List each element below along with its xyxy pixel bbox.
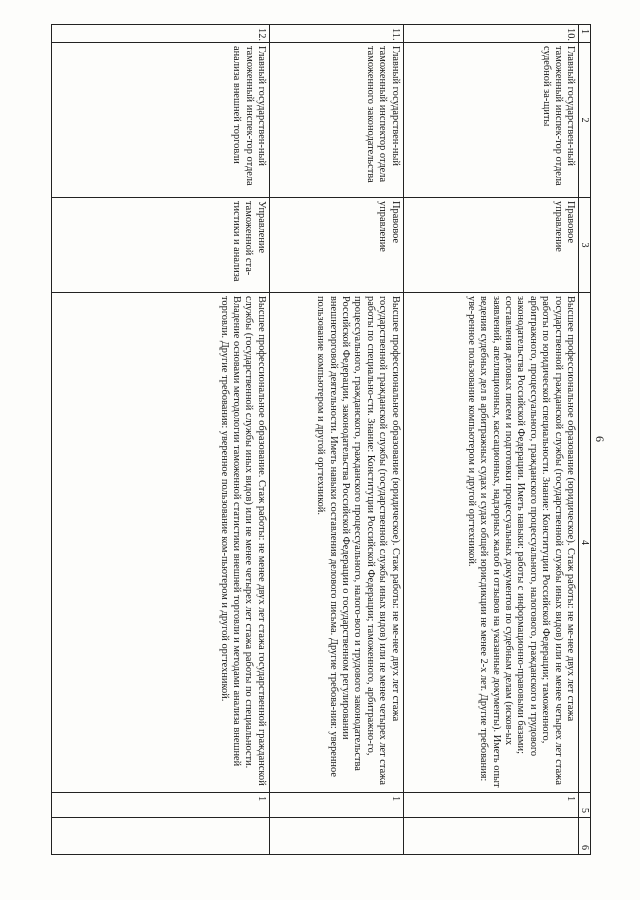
row-number: 12. bbox=[52, 25, 270, 43]
vacancy-count: 1 bbox=[269, 793, 403, 818]
table-row bbox=[269, 25, 403, 855]
requirements-table bbox=[51, 24, 591, 855]
position-title: Главный государствен-ный таможенный инспек-тор отдела судебной за-щиты bbox=[403, 43, 578, 198]
rotated-document-page bbox=[49, 24, 609, 854]
note-cell bbox=[52, 818, 270, 855]
position-title: Главный государствен-ный таможенный инспек-тор отдела анализа внешней торговли bbox=[52, 43, 270, 198]
note-cell bbox=[269, 818, 403, 855]
department-name: Управление таможенной ста-тистики и анализа bbox=[52, 198, 270, 293]
table-row bbox=[52, 25, 270, 855]
department-name: Правовое управление bbox=[269, 198, 403, 293]
header-col-3: 3 bbox=[579, 198, 591, 293]
qualification-requirements: Высшее профессиональное образование (юридическое). Стаж работы: не ме-нее двух лет стажа государственной гражданской службы (государственной службы иных видов) или не менее четырех лет стажа работы по специально-сти. Знание: Конституции Российской Федерации; таможенного, арбитражно-го, процессуального, гражданского, гражданского процессуального, налого-вого и трудового законодательства Российской Федерации, законодательства Российской Федерации о государственном регулировании внешнеторговой деятельности. Иметь навыки составления делового письма. Другие требова-ния: уверенное пользование компьютером и другой оргтехникой. bbox=[269, 293, 403, 793]
header-col-4: 4 bbox=[579, 293, 591, 793]
page-number: 6 bbox=[593, 436, 607, 442]
department-name: Правовое управление bbox=[403, 198, 578, 293]
vacancy-count: 1 bbox=[52, 793, 270, 818]
qualification-requirements: Высшее профессиональное образование. Стаж работы: не менее двух лет стажа государственной гражданской службы (государственной службы иных видов) или не менее четырех лет стажа работы по специальности. Владение основами методологии таможенной статистики внешней торговли и методами анализа внешней торговли. Другие требования: уверенное пользование ком-пьютером и другой оргтехникой. bbox=[52, 293, 270, 793]
header-col-6: 6 bbox=[579, 818, 591, 855]
vacancy-count: 1 bbox=[403, 793, 578, 818]
header-col-1: 1 bbox=[579, 25, 591, 43]
row-number: 11. bbox=[269, 25, 403, 43]
table-row bbox=[403, 25, 578, 855]
qualification-requirements: Высшее профессиональное образование (юридическое). Стаж работы: не ме-нее двух лет стажа государственной гражданской службы (государственной службы иных видов) или не менее четырех лет стажа работы по юридической специальности. Знание: Конституции Российской Федерации; таможенного, арбитражного, процессуального, гражданского процессуального, налогового, гражданского и трудового законодательства Российской Федерации. Иметь навыки: работы с информационно-правовыми базами; составления деловых писем и подготовки процессуальных документов по судебным делам (исков-ых заявлений, апелляционных, кассационных, надзорных жалоб и отзывов на указанные документы). Иметь опыт ведения судебных дел в арбитражных судах и судах общей юрисдикции не менее 2-х лет. Другие требования: уве-ренное пользование компьютером и другой оргтехникой. bbox=[403, 293, 578, 793]
note-cell bbox=[403, 818, 578, 855]
row-number: 10. bbox=[403, 25, 578, 43]
header-col-5: 5 bbox=[579, 793, 591, 818]
header-col-2: 2 bbox=[579, 43, 591, 198]
header-row bbox=[579, 25, 591, 855]
position-title: Главный государствен-ный таможенный инспектор отдела таможенного законодательства bbox=[269, 43, 403, 198]
